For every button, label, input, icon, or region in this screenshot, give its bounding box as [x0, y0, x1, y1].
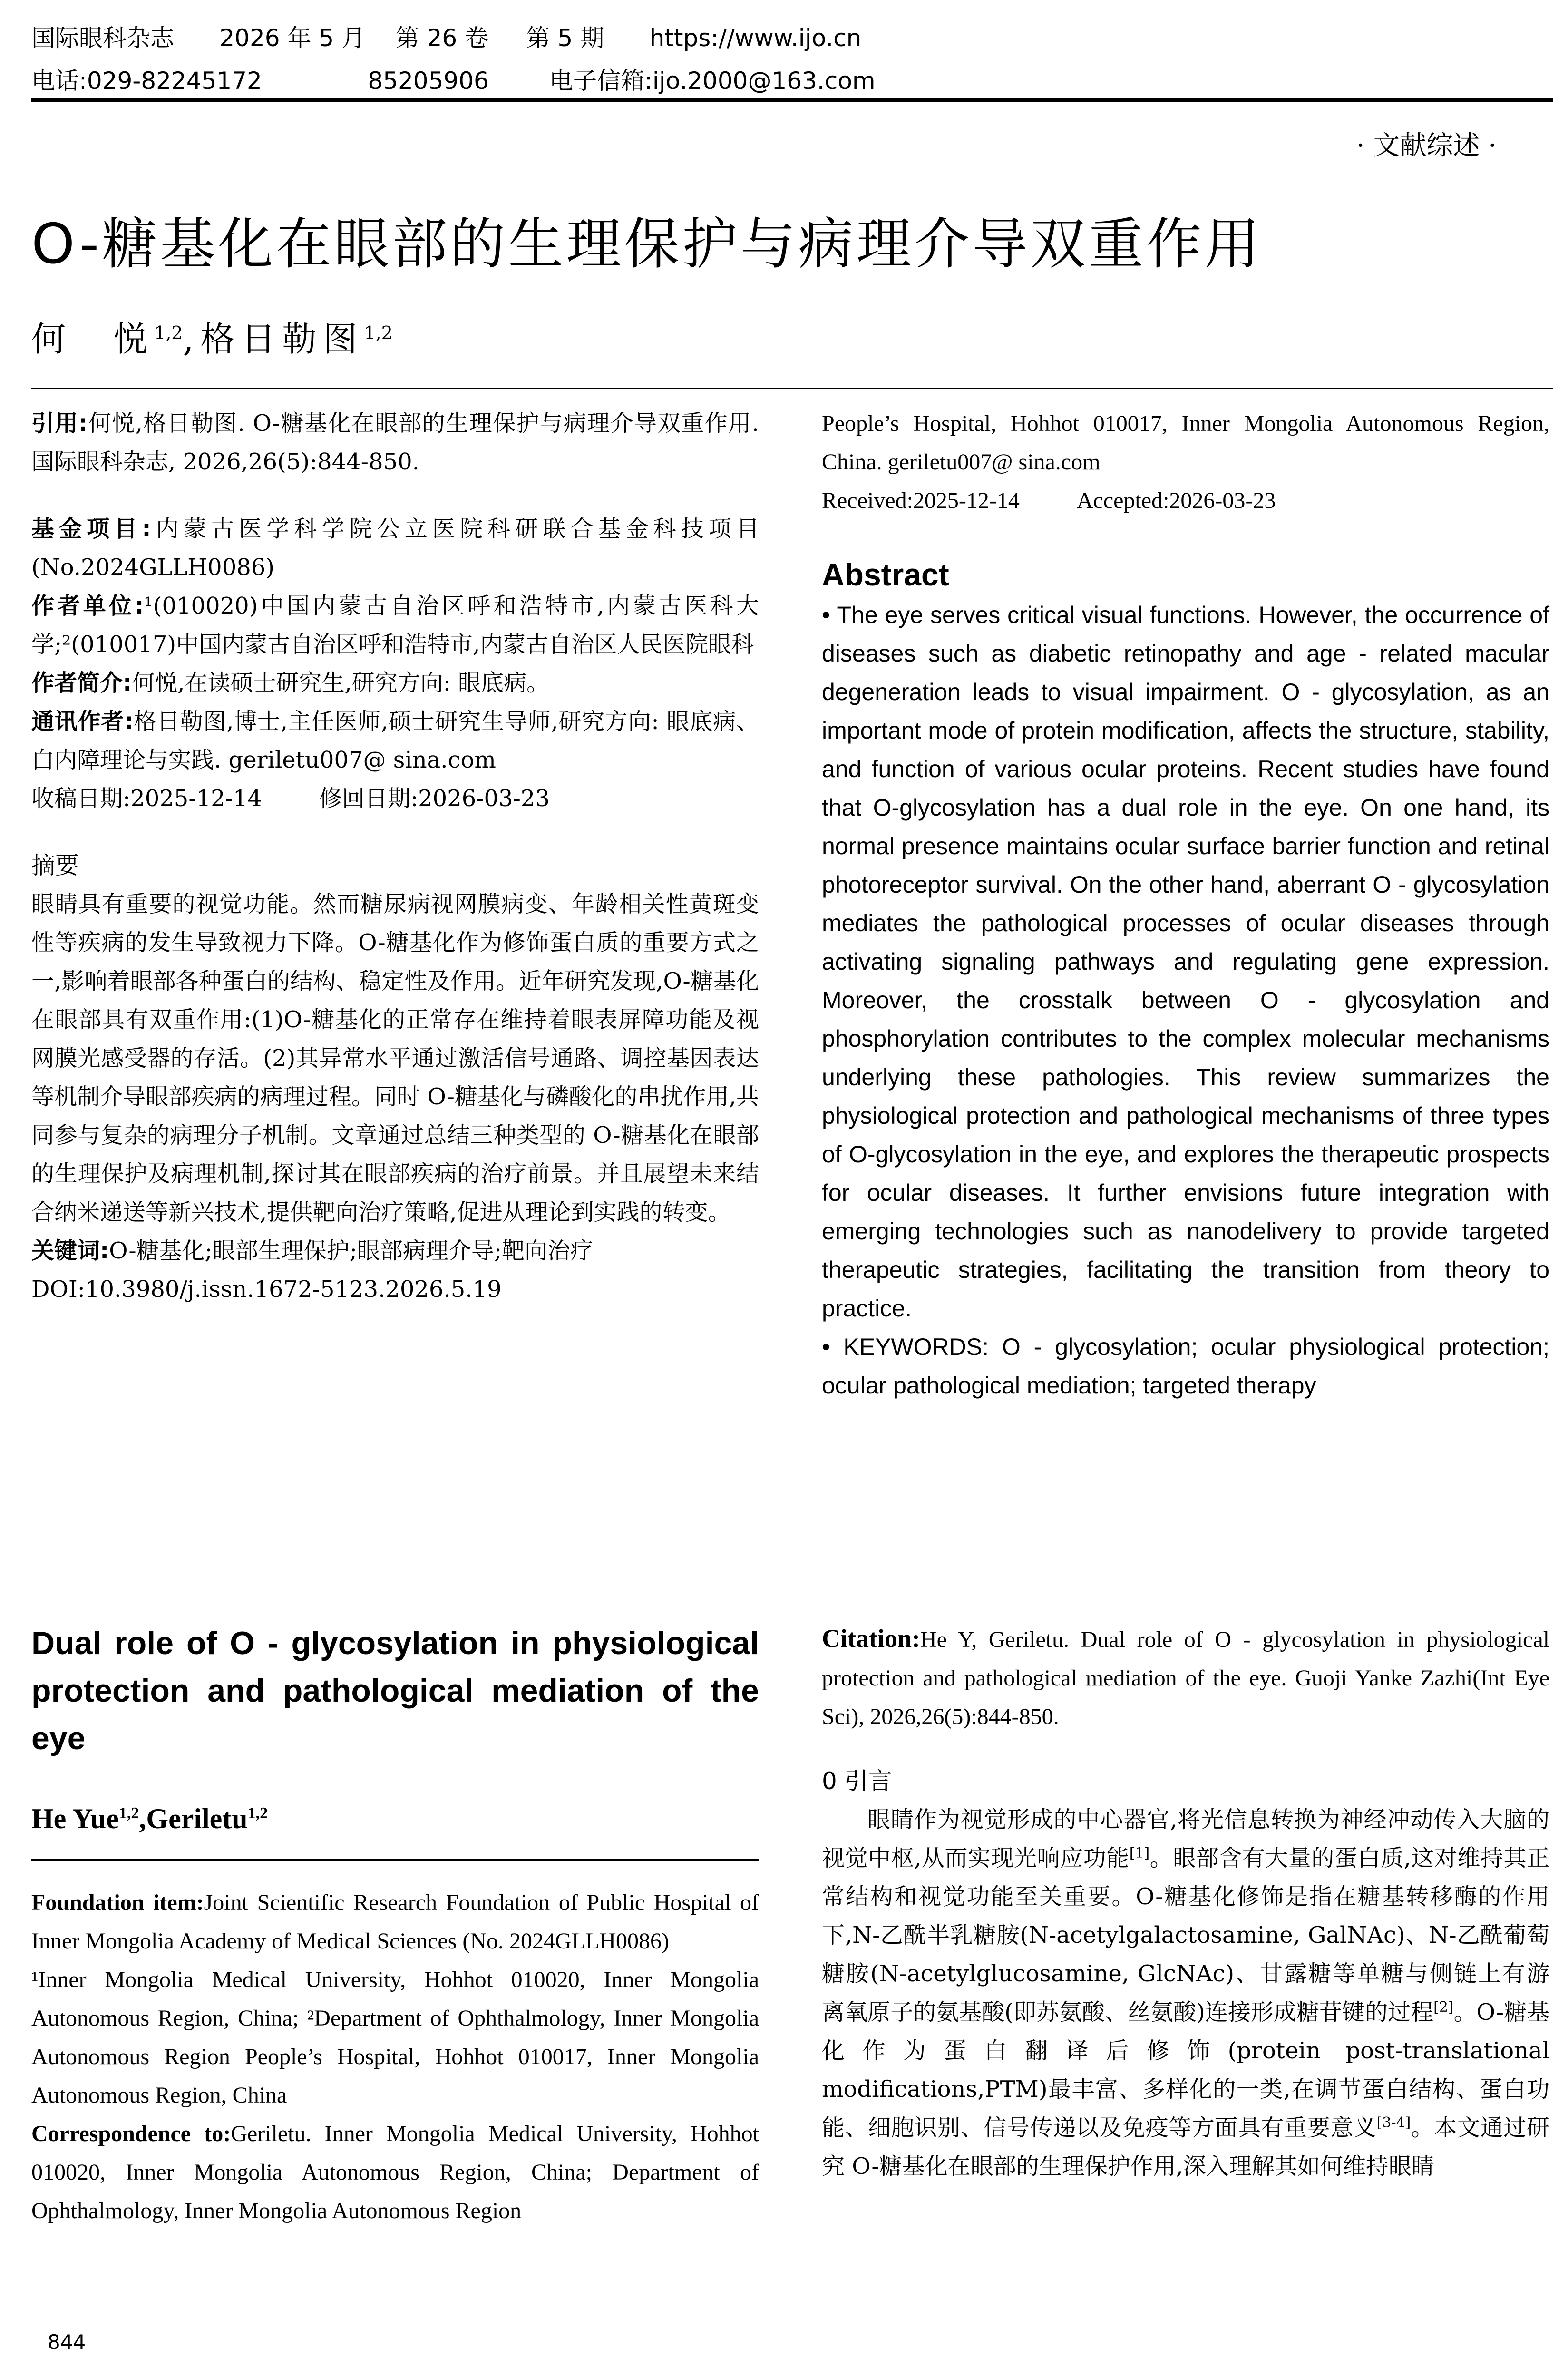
accepted-date-en: Accepted:2026-03-23	[1076, 488, 1276, 513]
phone-2: 85205906	[368, 67, 489, 95]
correspondence-en-continued: People’s Hospital, Hohhot 010017, Inner Mongolia Autonomous Region, China. geriletu007@ sina.com	[822, 411, 1549, 475]
abstract-heading-en: Abstract	[822, 557, 949, 592]
author-name: 何 悦	[31, 319, 155, 359]
journal-name: 国际眼科杂志	[31, 24, 174, 52]
fund-label: 基金项目:	[31, 516, 151, 542]
authors-en: He Yue$^{1,2}$,Geriletu$^{1,2}$	[31, 1803, 268, 1834]
affiliation-label: 作者单位:	[31, 593, 144, 619]
running-header-line-1	[31, 19, 861, 53]
abstract-text-zh: 眼睛具有重要的视觉功能。然而糖尿病视网膜病变、年龄相关性黄斑变性等疾病的发生导致视力下降。O-糖基化作为修饰蛋白质的重要方式之一,影响着眼部各种蛋白的结构、稳定性及作用。近年研究发现,O-糖基化在眼部具有双重作用:(1)O-糖基化的正常存在维持着眼表屏障功能及视网膜光感受器的存活。(2)其异常水平通过激活信号通路、调控基因表达等机制介导眼部疾病的病理过程。同时 O-糖基化与磷酸化的串扰作用,共同参与复杂的病理分子机制。文章通过总结三种类型的 O-糖基化在眼部的生理保护及病理机制,探讨其在眼部疾病的治疗前景。并且展望未来结合纳米递送等新兴技术,提供靶向治疗策略,促进从理论到实践的转变。	[31, 891, 759, 1226]
keywords-label: 关键词:	[31, 1237, 109, 1264]
author-name-en: He Yue	[31, 1803, 119, 1834]
affiliation-zh: 作者单位:¹(010020)中国内蒙古自治区呼和浩特市,内蒙古医科大学;²(010017)中国内蒙古自治区呼和浩特市,内蒙古自治区人民医院眼科	[31, 593, 759, 658]
citation-zh: 引用:何悦,格日勒图. O-糖基化在眼部的生理保护与病理介导双重作用. 国际眼科杂志, 2026,26(5):844-850.	[31, 410, 759, 475]
page-number: 844	[48, 2330, 86, 2354]
phone-label: 电话:	[31, 67, 87, 95]
intro-paragraph: 眼睛作为视觉形成的中心器官,将光信息转换为神经冲动传入大脑的视觉中枢,从而实现光响应功能[1]。眼部含有大量的蛋白质,这对维持其正常结构和视觉功能至关重要。O-糖基化修饰是指在糖基转移酶的作用下,N-乙酰半乳糖胺(N-acetylgalactosamine, GalNAc)、N-乙酰葡萄糖胺(N-acetylglucosamine, GlcNAc)、甘露糖等单糖与侧链上有游离氧原子的氨基酸(即苏氨酸、丝氨酸)连接形成糖苷键的过程[2]。O-糖基化作为蛋白翻译后修饰(protein post-translational modifications,PTM)最丰富、多样化的一类,在调节蛋白结构、蛋白功能、细胞识别、信号传递以及免疫等方面具有重要意义[3-4]。本文通过研究 O-糖基化在眼部的生理保护作用,深入理解其如何维持眼睛	[822, 1806, 1549, 2180]
journal-email[interactable]: ijo.2000@163.com	[652, 67, 876, 95]
keywords-en: • KEYWORDS: O - glycosylation; ocular physiological protection; ocular pathological mediation; targeted therapy	[822, 1334, 1549, 1399]
fund-info: 基金项目:内蒙古医学科学院公立医院科研联合基金科技项目(No.2024GLLH0086)	[31, 516, 759, 581]
citation-en-label: Citation:	[822, 1624, 920, 1653]
author-affiliation: 1,2	[364, 322, 393, 343]
email-label: 电子信箱:	[549, 67, 653, 95]
citation-en-block	[822, 1619, 1549, 2186]
authors-zh: 何 悦$^{1,2}$,格日勒图$^{1,2}$	[31, 319, 393, 359]
left-column	[31, 404, 759, 1309]
affiliation-en: ¹Inner Mongolia Medical University, Hohhot 010020, Inner Mongolia Autonomous Region, China; ²Department of Ophthalmology, Inner Mongolia Autonomous Region People’s Hospital, Hohhot 010017, Inner Mongolia Autonomous Region, China	[31, 1967, 759, 2108]
citation-label: 引用:	[31, 410, 88, 437]
reference-marker[interactable]: [2]	[1433, 1999, 1454, 2016]
author-affiliation: 1,2	[154, 322, 183, 343]
revised-date: 2026-03-23	[418, 785, 550, 812]
authors-divider	[31, 388, 1553, 389]
reference-marker[interactable]: [3-4]	[1376, 2114, 1411, 2131]
author-bio: 作者简介:何悦,在读硕士研究生,研究方向: 眼底病。	[31, 670, 550, 696]
corresponding-author: 通讯作者:格日勒图,博士,主任医师,硕士研究生导师,研究方向: 眼底病、白内障理论与实践. geriletu007@ sina.com	[31, 708, 759, 773]
journal-url[interactable]: https://www.ijo.cn	[649, 24, 862, 52]
correspondence-en: Correspondence to:Geriletu. Inner Mongolia Medical University, Hohhot 010020, Inner Mongolia Autonomous Region, China; Department of Ophthalmology, Inner Mongolia Autonomous Region	[31, 2121, 759, 2223]
reference-marker[interactable]: [1]	[1129, 1845, 1150, 1861]
section-tag: · 文献综述 ·	[1356, 130, 1497, 161]
header-divider	[31, 98, 1553, 102]
article-title-en: Dual role of O - glycosylation in physiological protection and pathological mediation of the eye	[31, 1625, 759, 1756]
author-bio-label: 作者简介:	[31, 670, 132, 696]
author-name-en: Geriletu	[146, 1803, 248, 1834]
citation-en: Citation:He Y, Geriletu. Dual role of O - glycosylation in physiological protection and pathological mediation of the eye. Guoji Yanke Zazhi(Int Eye Sci), 2026,26(5):844-850.	[822, 1624, 1549, 1729]
foundation-en: Foundation item:Joint Scientific Research Foundation of Public Hospital of Inner Mongolia Academy of Medical Sciences (No. 2024GLLH0086)	[31, 1890, 760, 1954]
article-title-zh: O-糖基化在眼部的生理保护与病理介导双重作用	[31, 212, 1263, 276]
running-header-line-2	[31, 62, 876, 96]
volume: 第 26 卷	[395, 24, 489, 52]
right-column	[822, 404, 1549, 1405]
issue-number: 第 5 期	[526, 24, 604, 52]
dates-zh: 收稿日期:2025-12-14 修回日期:2026-03-23	[31, 785, 550, 812]
english-title-block	[31, 1619, 759, 1762]
english-authors-divider	[31, 1859, 759, 1861]
abstract-heading-zh: 摘要	[31, 852, 79, 879]
intro-heading: 0 引言	[822, 1767, 892, 1795]
phone-1: 029-82245172	[87, 67, 262, 95]
doi[interactable]: DOI:10.3980/j.issn.1672-5123.2026.5.19	[31, 1276, 502, 1303]
dates-en	[822, 481, 1549, 520]
corresponding-label: 通讯作者:	[31, 708, 134, 735]
received-date-en: Received:2025-12-14	[822, 488, 1020, 513]
abstract-text-en: • The eye serves critical visual functions. However, the occurrence of diseases such as diabetic retinopathy and age - related macular degeneration leads to visual impairment. O - glycosylation, as an important mode of protein modification, affects the structure, stability, and function of various ocular proteins. Recent studies have found that O-glycosylation has a dual role in the eye. On one hand, its normal presence maintains ocular surface barrier function and retinal photoreceptor survival. On the other hand, aberrant O - glycosylation mediates the pathological processes of ocular diseases through activating signaling pathways and regulating gene expression. Moreover, the crosstalk between O - glycosylation and phosphorylation contributes to the complex molecular mechanisms underlying these pathologies. This review summarizes the physiological protection and pathological mechanisms of three types of O-glycosylation in the eye, and explores the therapeutic prospects for ocular diseases. It further envisions future integration with emerging technologies such as nanodelivery to provide targeted therapeutic strategies, facilitating the transition from theory to practice.	[822, 602, 1549, 1322]
issue-date: 2026 年 5 月	[219, 24, 366, 52]
correspondence-label: Correspondence to:	[31, 2121, 231, 2146]
author-name: 格日勒图	[200, 319, 364, 359]
received-date: 2025-12-14	[130, 785, 262, 812]
foundation-label: Foundation item:	[31, 1890, 204, 1915]
keywords-zh: 关键词:O-糖基化;眼部生理保护;眼部病理介导;靶向治疗	[31, 1237, 594, 1264]
english-front-matter	[31, 1883, 759, 2230]
